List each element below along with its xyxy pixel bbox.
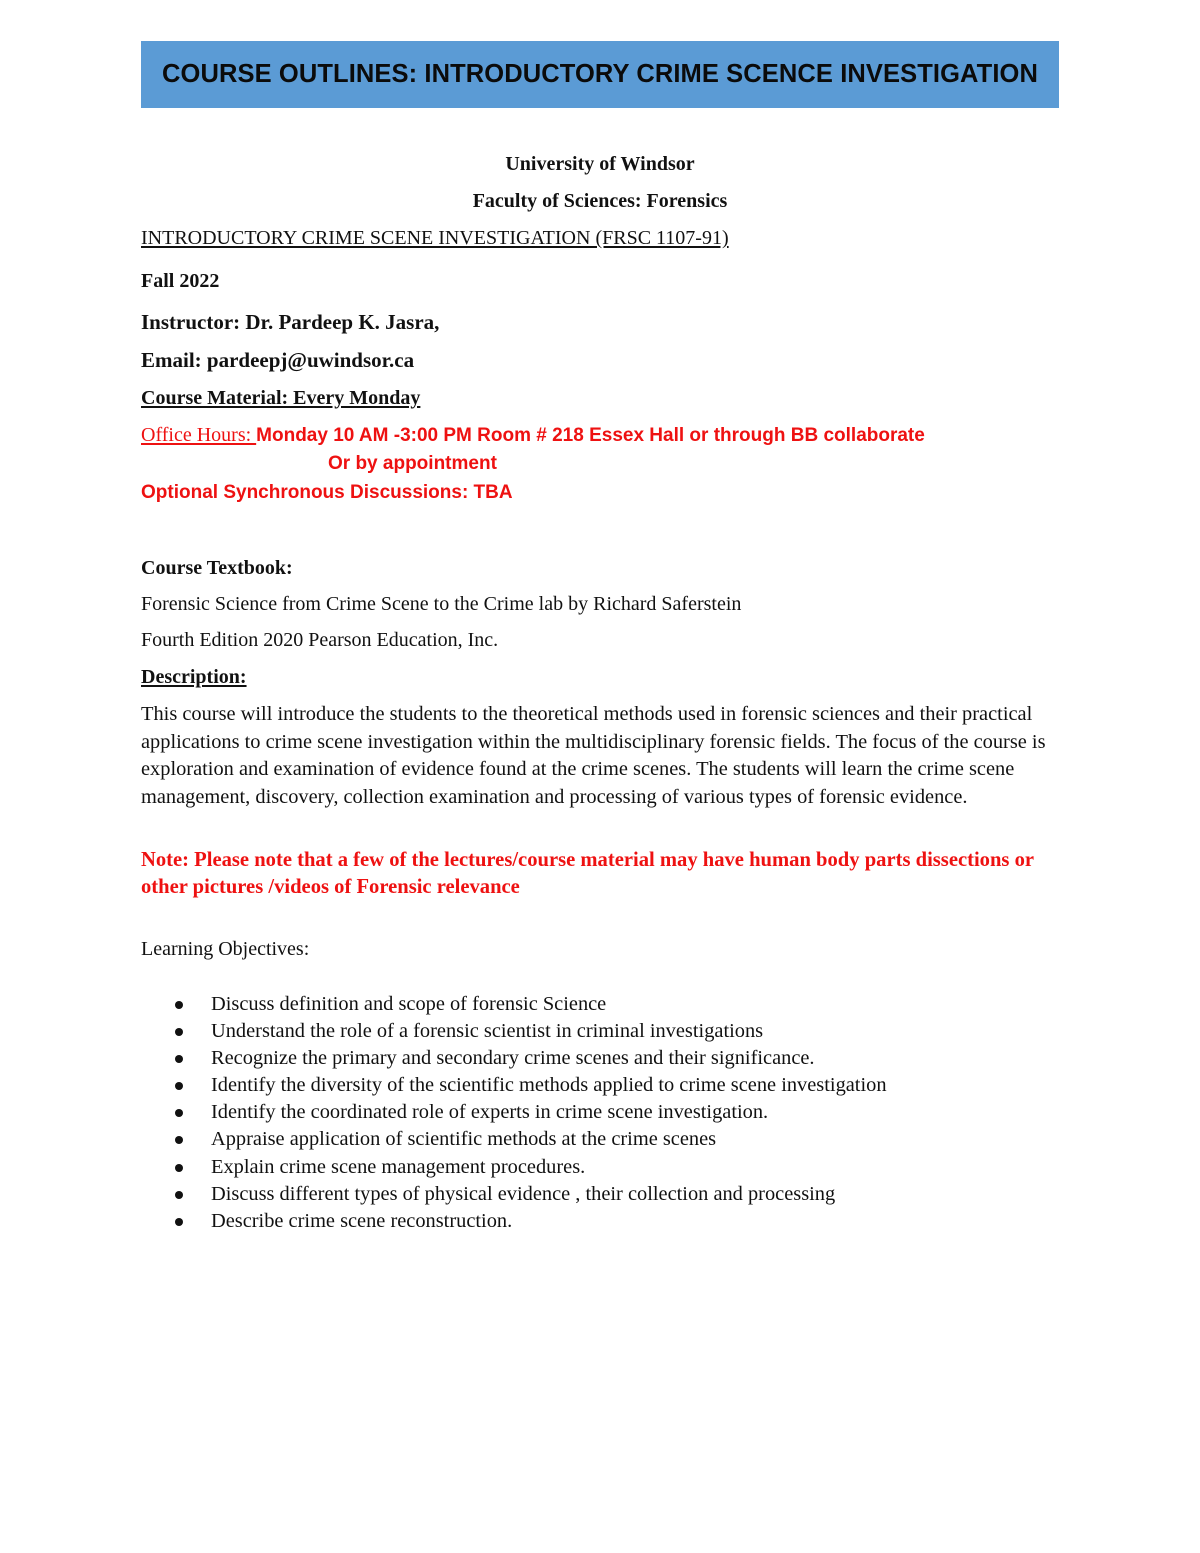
objective-item: Appraise application of scientific methods at the crime scenes xyxy=(141,1126,887,1153)
content-warning-note: Note: Please note that a few of the lectures/course material may have human body parts dissections or other pictures /videos of Forensic relevance xyxy=(141,849,1034,898)
textbook-title: Forensic Science from Crime Scene to the Crime lab by Richard Saferstein xyxy=(141,593,742,615)
instructor-email: Email: pardeepj@uwindsor.ca xyxy=(141,348,415,372)
textbook-heading: Course Textbook: xyxy=(141,557,293,579)
bullet-icon xyxy=(175,1136,183,1144)
bullet-icon xyxy=(175,1164,183,1172)
office-hours-label: Office Hours: xyxy=(141,424,257,446)
synchronous-discussions: Optional Synchronous Discussions: TBA xyxy=(141,482,513,503)
bullet-icon xyxy=(175,1191,183,1199)
bullet-icon xyxy=(175,1218,183,1226)
learning-objectives-list xyxy=(141,991,887,1235)
office-hours-appointment: Or by appointment xyxy=(328,453,497,474)
faculty-name: Faculty of Sciences: Forensics xyxy=(472,190,728,212)
description-heading: Description: xyxy=(141,666,247,688)
objective-item: Discuss definition and scope of forensic Science xyxy=(141,991,887,1018)
objective-item: Recognize the primary and secondary crime scenes and their significance. xyxy=(141,1045,887,1072)
objective-item: Understand the role of a forensic scientist in criminal investigations xyxy=(141,1018,887,1045)
objectives-heading: Learning Objectives: xyxy=(141,938,310,960)
bullet-icon xyxy=(175,1055,183,1063)
objective-item: Explain crime scene management procedures. xyxy=(141,1154,887,1181)
bullet-icon xyxy=(175,1001,183,1009)
office-hours-details: Monday 10 AM -3:00 PM Room # 218 Essex Hall or through BB collaborate xyxy=(256,425,925,446)
course-title: INTRODUCTORY CRIME SCENE INVESTIGATION (FRSC 1107-91) xyxy=(141,227,729,249)
objective-item: Identify the diversity of the scientific methods applied to crime scene investigation xyxy=(141,1072,887,1099)
objective-item: Identify the coordinated role of experts in crime scene investigation. xyxy=(141,1099,887,1126)
instructor: Instructor: Dr. Pardeep K. Jasra, xyxy=(141,310,440,334)
title-banner xyxy=(141,41,1059,108)
term: Fall 2022 xyxy=(141,270,220,292)
course-material: Course Material: Every Monday xyxy=(141,387,421,409)
objective-item: Discuss different types of physical evidence , their collection and processing xyxy=(141,1181,887,1208)
bullet-icon xyxy=(175,1028,183,1036)
bullet-icon xyxy=(175,1109,183,1117)
office-hours xyxy=(141,424,925,447)
textbook-edition: Fourth Edition 2020 Pearson Education, Inc. xyxy=(141,629,499,651)
objective-item: Describe crime scene reconstruction. xyxy=(141,1208,887,1235)
description-text: This course will introduce the students to the theoretical methods used in forensic sciences and their practical applications to crime scene investigation within the multidisciplinary forensic fields. The focus of the course is exploration and examination of evidence found at the crime scenes. The students will learn the crime scene management, discovery, collection examination and processing of various types of forensic evidence. xyxy=(141,703,1046,808)
university-name: University of Windsor xyxy=(505,153,695,175)
banner-title: COURSE OUTLINES: INTRODUCTORY CRIME SCENCE INVESTIGATION xyxy=(162,60,1038,88)
bullet-icon xyxy=(175,1082,183,1090)
